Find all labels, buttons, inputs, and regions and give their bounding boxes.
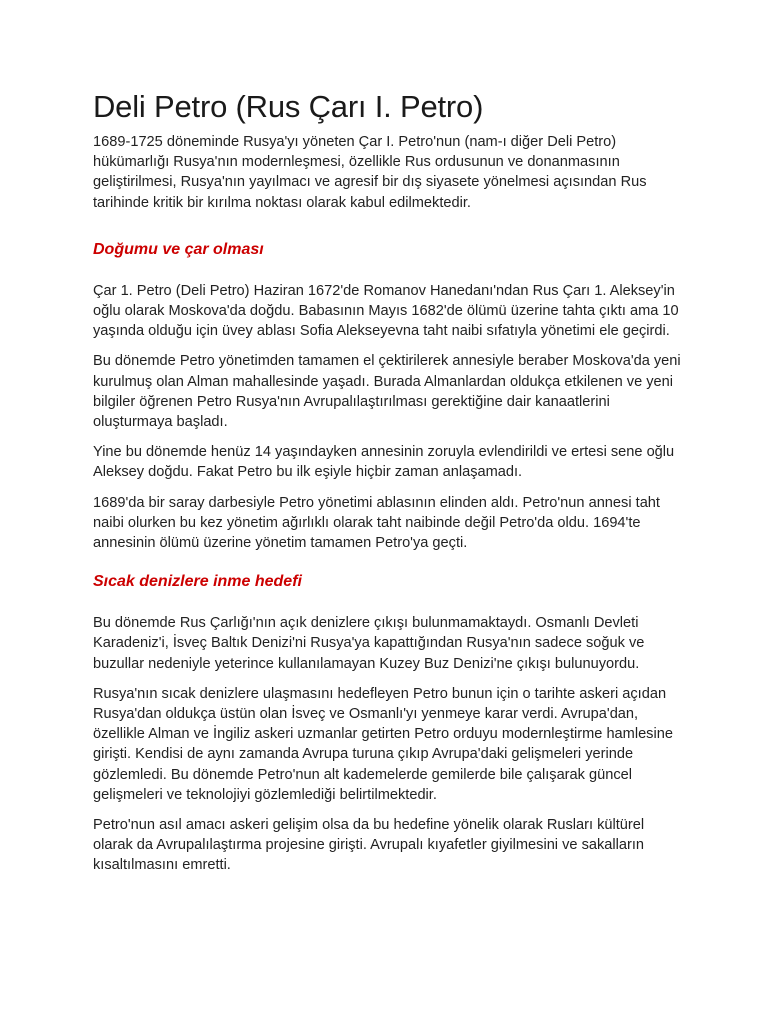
document-page: [93, 88, 683, 886]
section-heading-birth: Doğumu ve çar olması: [93, 240, 264, 258]
section-paragraph: Petro'nun asıl amacı askeri gelişim olsa da bu hedefine yönelik olarak Rusları kültürel olarak da Avrupalılaştırma projesine girişti. Avrupalı kıyafetler giyilmesini ve sakalların kısaltılmasını emretti.: [93, 817, 645, 874]
section-paragraph: Bu dönemde Rus Çarlığı'nın açık denizlere çıkışı bulunmamaktaydı. Osmanlı Devleti Karadeniz'i, İsveç Baltık Denizi'ni Rusya'ya kapattığından Rusya'nın sadece soğuk ve buzullar nedeniyle yeterince kullanılamayan Kuzey Buz Denizi'ne çıkışı bulunuyordu.: [93, 615, 645, 672]
document-title: Deli Petro (Rus Çarı I. Petro): [93, 89, 484, 124]
section-paragraph: Yine bu dönemde henüz 14 yaşındayken annesinin zoruyla evlendirildi ve ertesi sene oğlu Aleksey doğdu. Fakat Petro bu ilk eşiyle hiçbir zaman anlaşamadı.: [93, 444, 675, 481]
section-paragraph: Çar 1. Petro (Deli Petro) Haziran 1672'de Romanov Hanedanı'ndan Rus Çarı 1. Aleksey'in oğlu olarak Moskova'da doğdu. Babasının Mayıs 1682'de ölümü üzerine tahta çıktı ama 10 yaşında olduğu için üvey ablası Sofia Alekseyevna taht naibi sıfatıyla yönetimi ele geçirdi.: [93, 282, 679, 340]
intro-paragraph: 1689-1725 döneminde Rusya'yı yöneten Çar I. Petro'nun (nam-ı diğer Deli Petro) hükümarlığı Rusya'nın modernleşmesi, özellikle Rus ordusunun ve donanmasının geliştirilmesi, Rusya'nın yayılmacı ve agresif bir dış siyasete yönelmesi açısından Rus tarihinde kritik bir kırılma noktası olarak kabul edilmektedir.: [93, 134, 647, 211]
section-paragraph: Bu dönemde Petro yönetimden tamamen el çektirilerek annesiyle beraber Moskova'da yeni kurulmuş olan Alman mahallesinde yaşadı. Burada Almanlardan oldukça etkilenen ve yeni bilgiler öğrenen Petro Rusya'nın Avrupalılaştırılması gerektiğine dair kanaatlerini oluşturmaya başladı.: [93, 353, 681, 431]
section-paragraph: 1689'da bir saray darbesiyle Petro yönetimi ablasının elinden aldı. Petro'nun annesi taht naibi olurken bu kez yönetim ağırlıklı olarak taht naibinde değil Petro'da oldu. 1694'te annesinin ölümü üzerine yönetim tamamen Petro'ya geçti.: [93, 494, 660, 552]
section-heading-warm-seas: Sıcak denizlere inme hedefi: [93, 573, 302, 591]
section-paragraph: Rusya'nın sıcak denizlere ulaşmasını hedefleyen Petro bunun için o tarihte askeri açıdan Rusya'dan oldukça üstün olan İsveç ve Osmanlı'yı yenmeye karar verdi. Avrupa'dan, özellikle Alman ve İngiliz askeri uzmanlar getirten Petro orduyu modernleştirme hamlesine girişti. Kendisi de aynı zamanda Avrupa turuna çıkıp Avrupa'daki gelişmeleri yerinde gözlemledi. Bu dönemde Petro'nun alt kademelerde gemilerde bile çalışarak güncel gelişmeleri ve teknolojiyi gözlemlediği belirtilmektedir.: [93, 685, 673, 803]
